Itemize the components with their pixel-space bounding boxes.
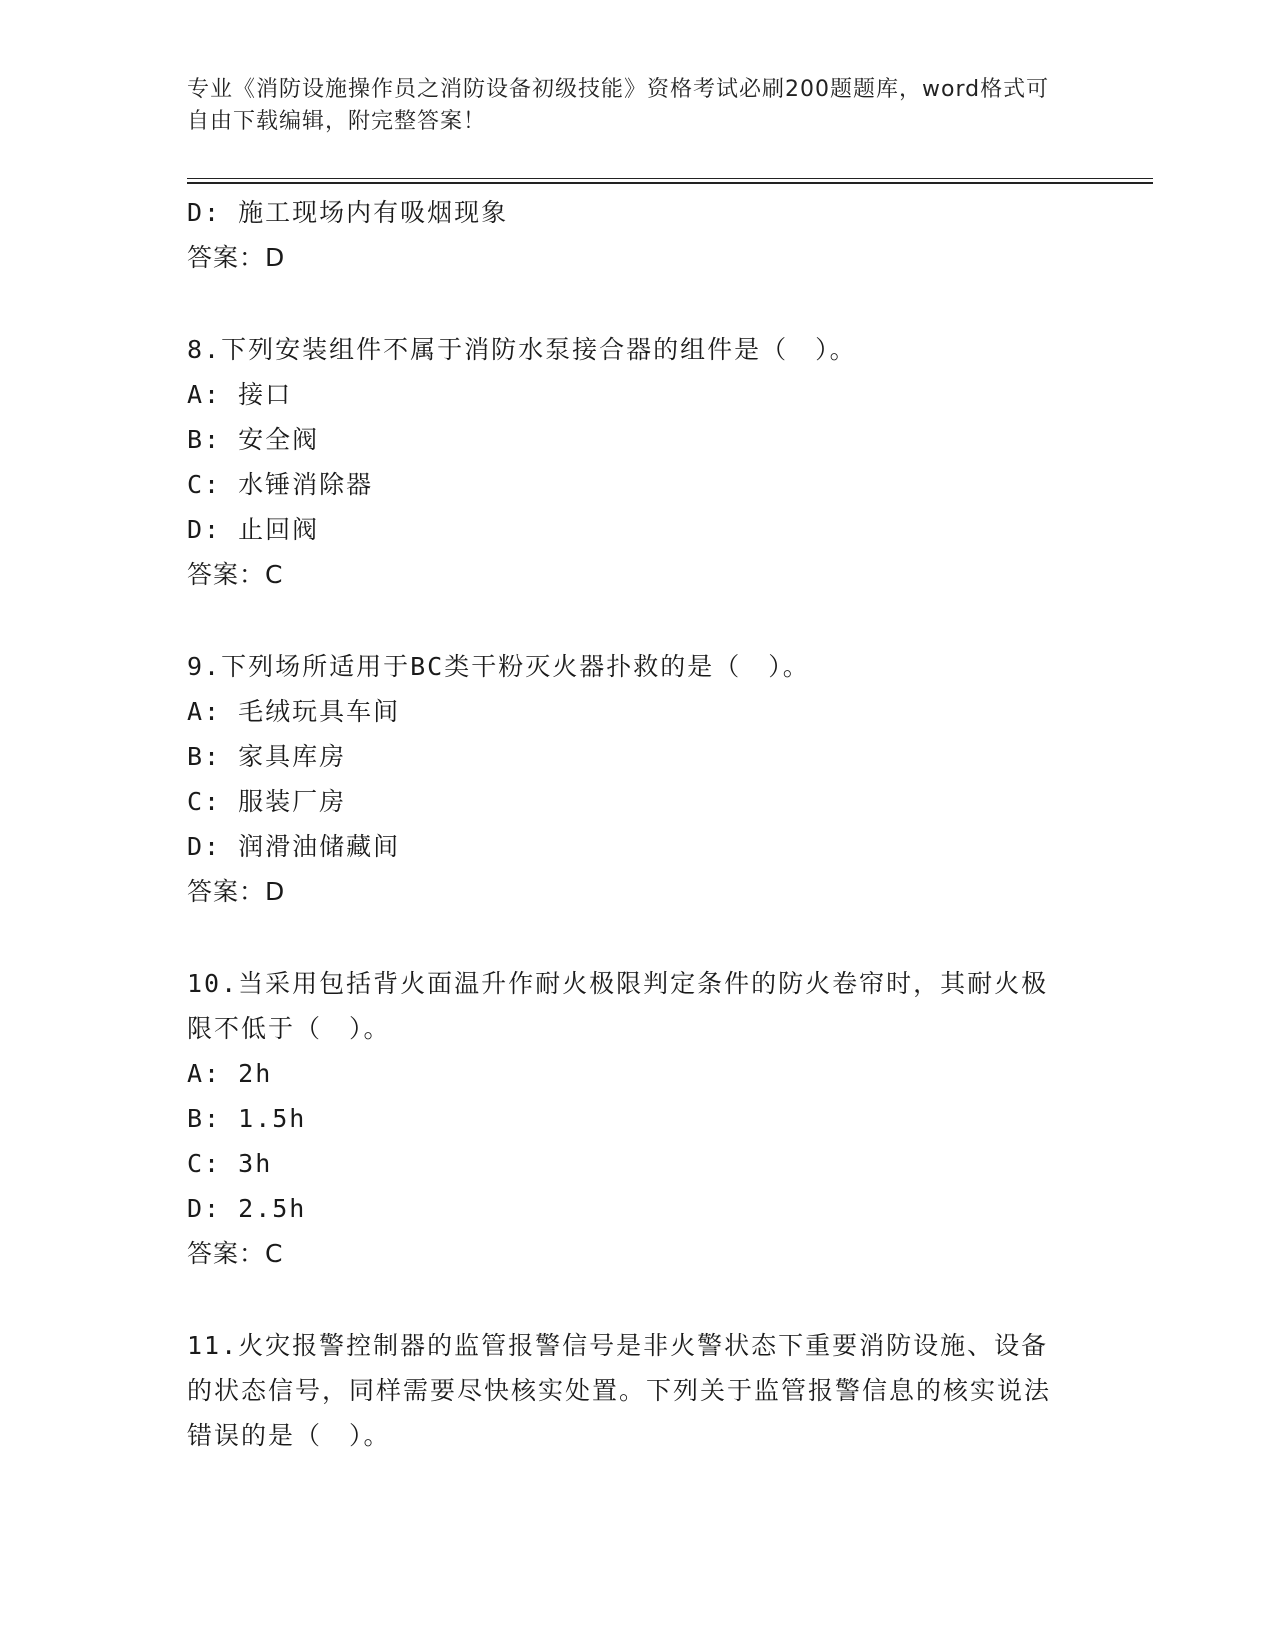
option-d: D: 2.5h	[187, 1194, 307, 1223]
question-stem: 8.下列安装组件不属于消防水泵接合器的组件是（ ）。	[187, 335, 857, 364]
question-11	[187, 1323, 1087, 1458]
option-d: D: 施工现场内有吸烟现象	[187, 198, 509, 227]
option-d: D: 止回阀	[187, 515, 320, 544]
option-b: B: 家具库房	[187, 742, 347, 771]
document-body	[187, 190, 1087, 1458]
question-stem: 10.当采用包括背火面温升作耐火极限判定条件的防火卷帘时，其耐火极限不低于（ ）。	[187, 969, 1049, 1043]
question-stem: 9.下列场所适用于BC类干粉灭火器扑救的是（ ）。	[187, 652, 810, 681]
question-10	[187, 961, 1087, 1276]
option-b: B: 安全阀	[187, 425, 320, 454]
document-header: 专业《消防设施操作员之消防设备初级技能》资格考试必刷200题题库，word格式可自由下载编辑，附完整答案！	[187, 77, 1050, 134]
option-d: D: 润滑油储藏间	[187, 832, 401, 861]
option-c: C: 3h	[187, 1149, 273, 1178]
option-c: C: 服装厂房	[187, 787, 347, 816]
question-9	[187, 644, 1087, 914]
answer: 答案：C	[187, 560, 284, 589]
option-c: C: 水锤消除器	[187, 470, 374, 499]
option-a: A: 2h	[187, 1059, 273, 1088]
answer: 答案：C	[187, 1239, 284, 1268]
question-stem: 11.火灾报警控制器的监管报警信号是非火警状态下重要消防设施、设备的状态信号，同样需要尽快核实处置。下列关于监管报警信息的核实说法错误的是（ ）。	[187, 1331, 1052, 1450]
option-b: B: 1.5h	[187, 1104, 307, 1133]
header-rule-thick	[187, 182, 1153, 184]
answer: 答案：D	[187, 877, 286, 906]
header-rule-thin	[187, 178, 1153, 179]
option-a: A: 毛绒玩具车间	[187, 697, 401, 726]
question-8	[187, 327, 1087, 597]
answer: 答案：D	[187, 243, 286, 272]
option-a: A: 接口	[187, 380, 293, 409]
